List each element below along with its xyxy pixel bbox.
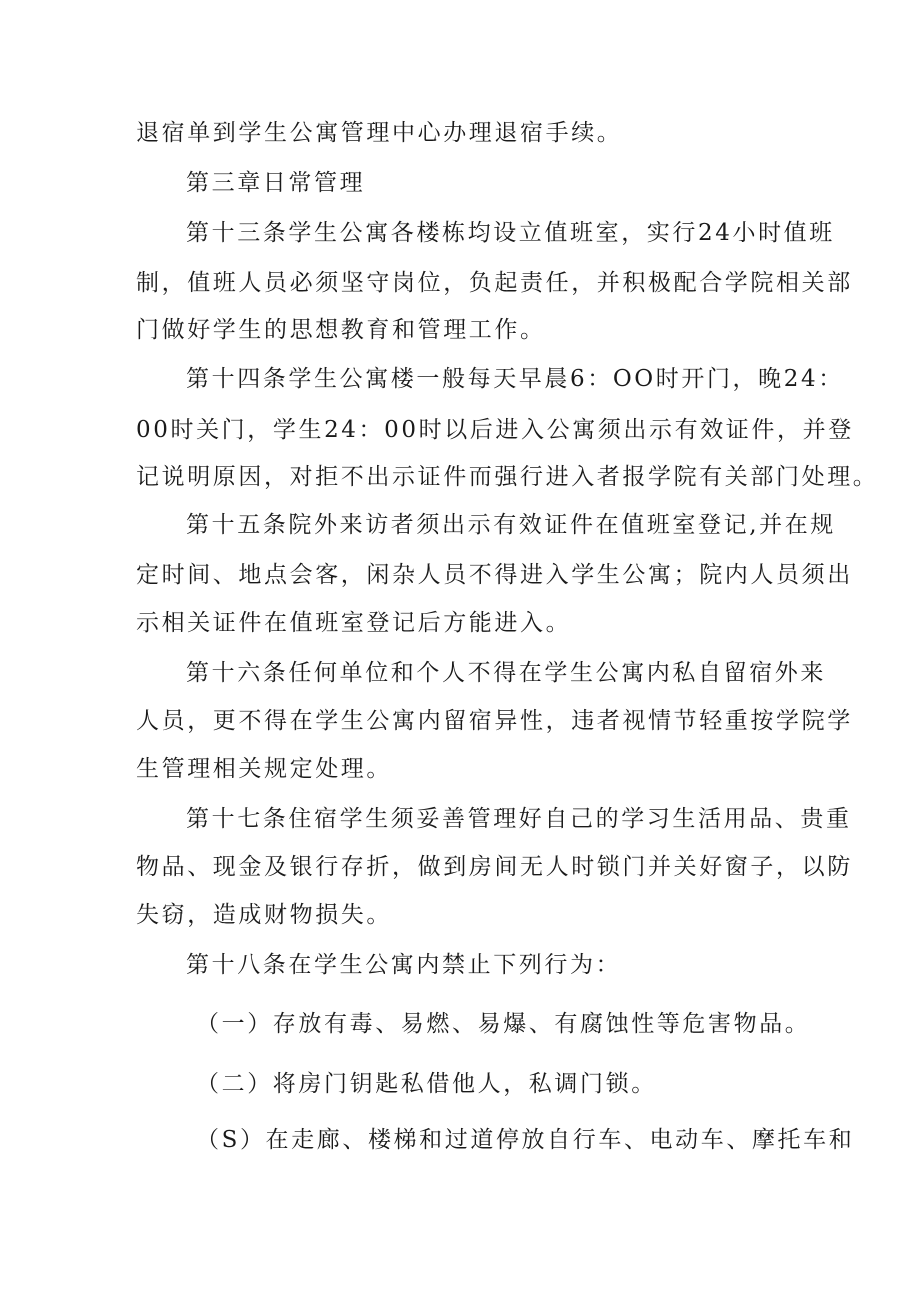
article-16-line-1: 第十六条任何单位和个人不得在学生公寓内私自留宿外来 <box>186 660 826 686</box>
article-15-line-3: 示相关证件在值班室登记后方能进入。 <box>136 610 572 636</box>
chapter-heading: 第三章日常管理 <box>186 170 366 196</box>
article-17-line-1: 第十七条住宿学生须妥善管理好自己的学习生活用品、贵重 <box>186 806 852 832</box>
article-15-line-1: 第十五条院外来访者须出示有效证件在值班室登记,并在规 <box>186 512 836 538</box>
text-line-1: 退宿单到学生公寓管理中心办理退宿手续。 <box>136 120 623 146</box>
article-18-line-1: 第十八条在学生公寓内禁止下列行为： <box>186 952 622 978</box>
article-14-line-2: 00时关门，学生24：00时以后进入公寓须出示有效证件，并登 <box>136 417 854 443</box>
article-14-line-1: 第十四条学生公寓楼一般每天早晨6：OO时开门，晚24： <box>186 366 844 392</box>
article-15-line-2: 定时间、地点会客，闲杂人员不得进入学生公寓；院内人员须出 <box>136 562 853 588</box>
article-13-line-3: 门做好学生的思想教育和管理工作。 <box>136 317 546 343</box>
article-13-line-1: 第十三条学生公寓各楼栋均设立值班室，实行24小时值班 <box>186 220 835 246</box>
article-17-line-2: 物品、现金及银行存折，做到房间无人时锁门并关好窗子，以防 <box>136 854 853 880</box>
list-item-2: （二）将房门钥匙私借他人，私调门锁。 <box>196 1071 657 1097</box>
article-16-line-2: 人员，更不得在学生公寓内留宿异性，违者视情节轻重按学院学 <box>136 708 853 734</box>
list-item-1: （一）存放有毒、易燃、易爆、有腐蚀性等危害物品。 <box>196 1011 811 1037</box>
article-17-line-3: 失窃，造成财物损失。 <box>136 902 392 928</box>
list-item-3: （S）在走廊、楼梯和过道停放自行车、电动车、摩托车和 <box>196 1127 855 1153</box>
article-13-line-2: 制，值班人员必须坚守岗位，负起责任，并积极配合学院相关部 <box>136 270 853 296</box>
article-14-line-3: 记说明原因，对拒不出示证件而强行进入者报学院有关部门处理。 <box>136 464 879 490</box>
article-16-line-3: 生管理相关规定处理。 <box>136 756 392 782</box>
